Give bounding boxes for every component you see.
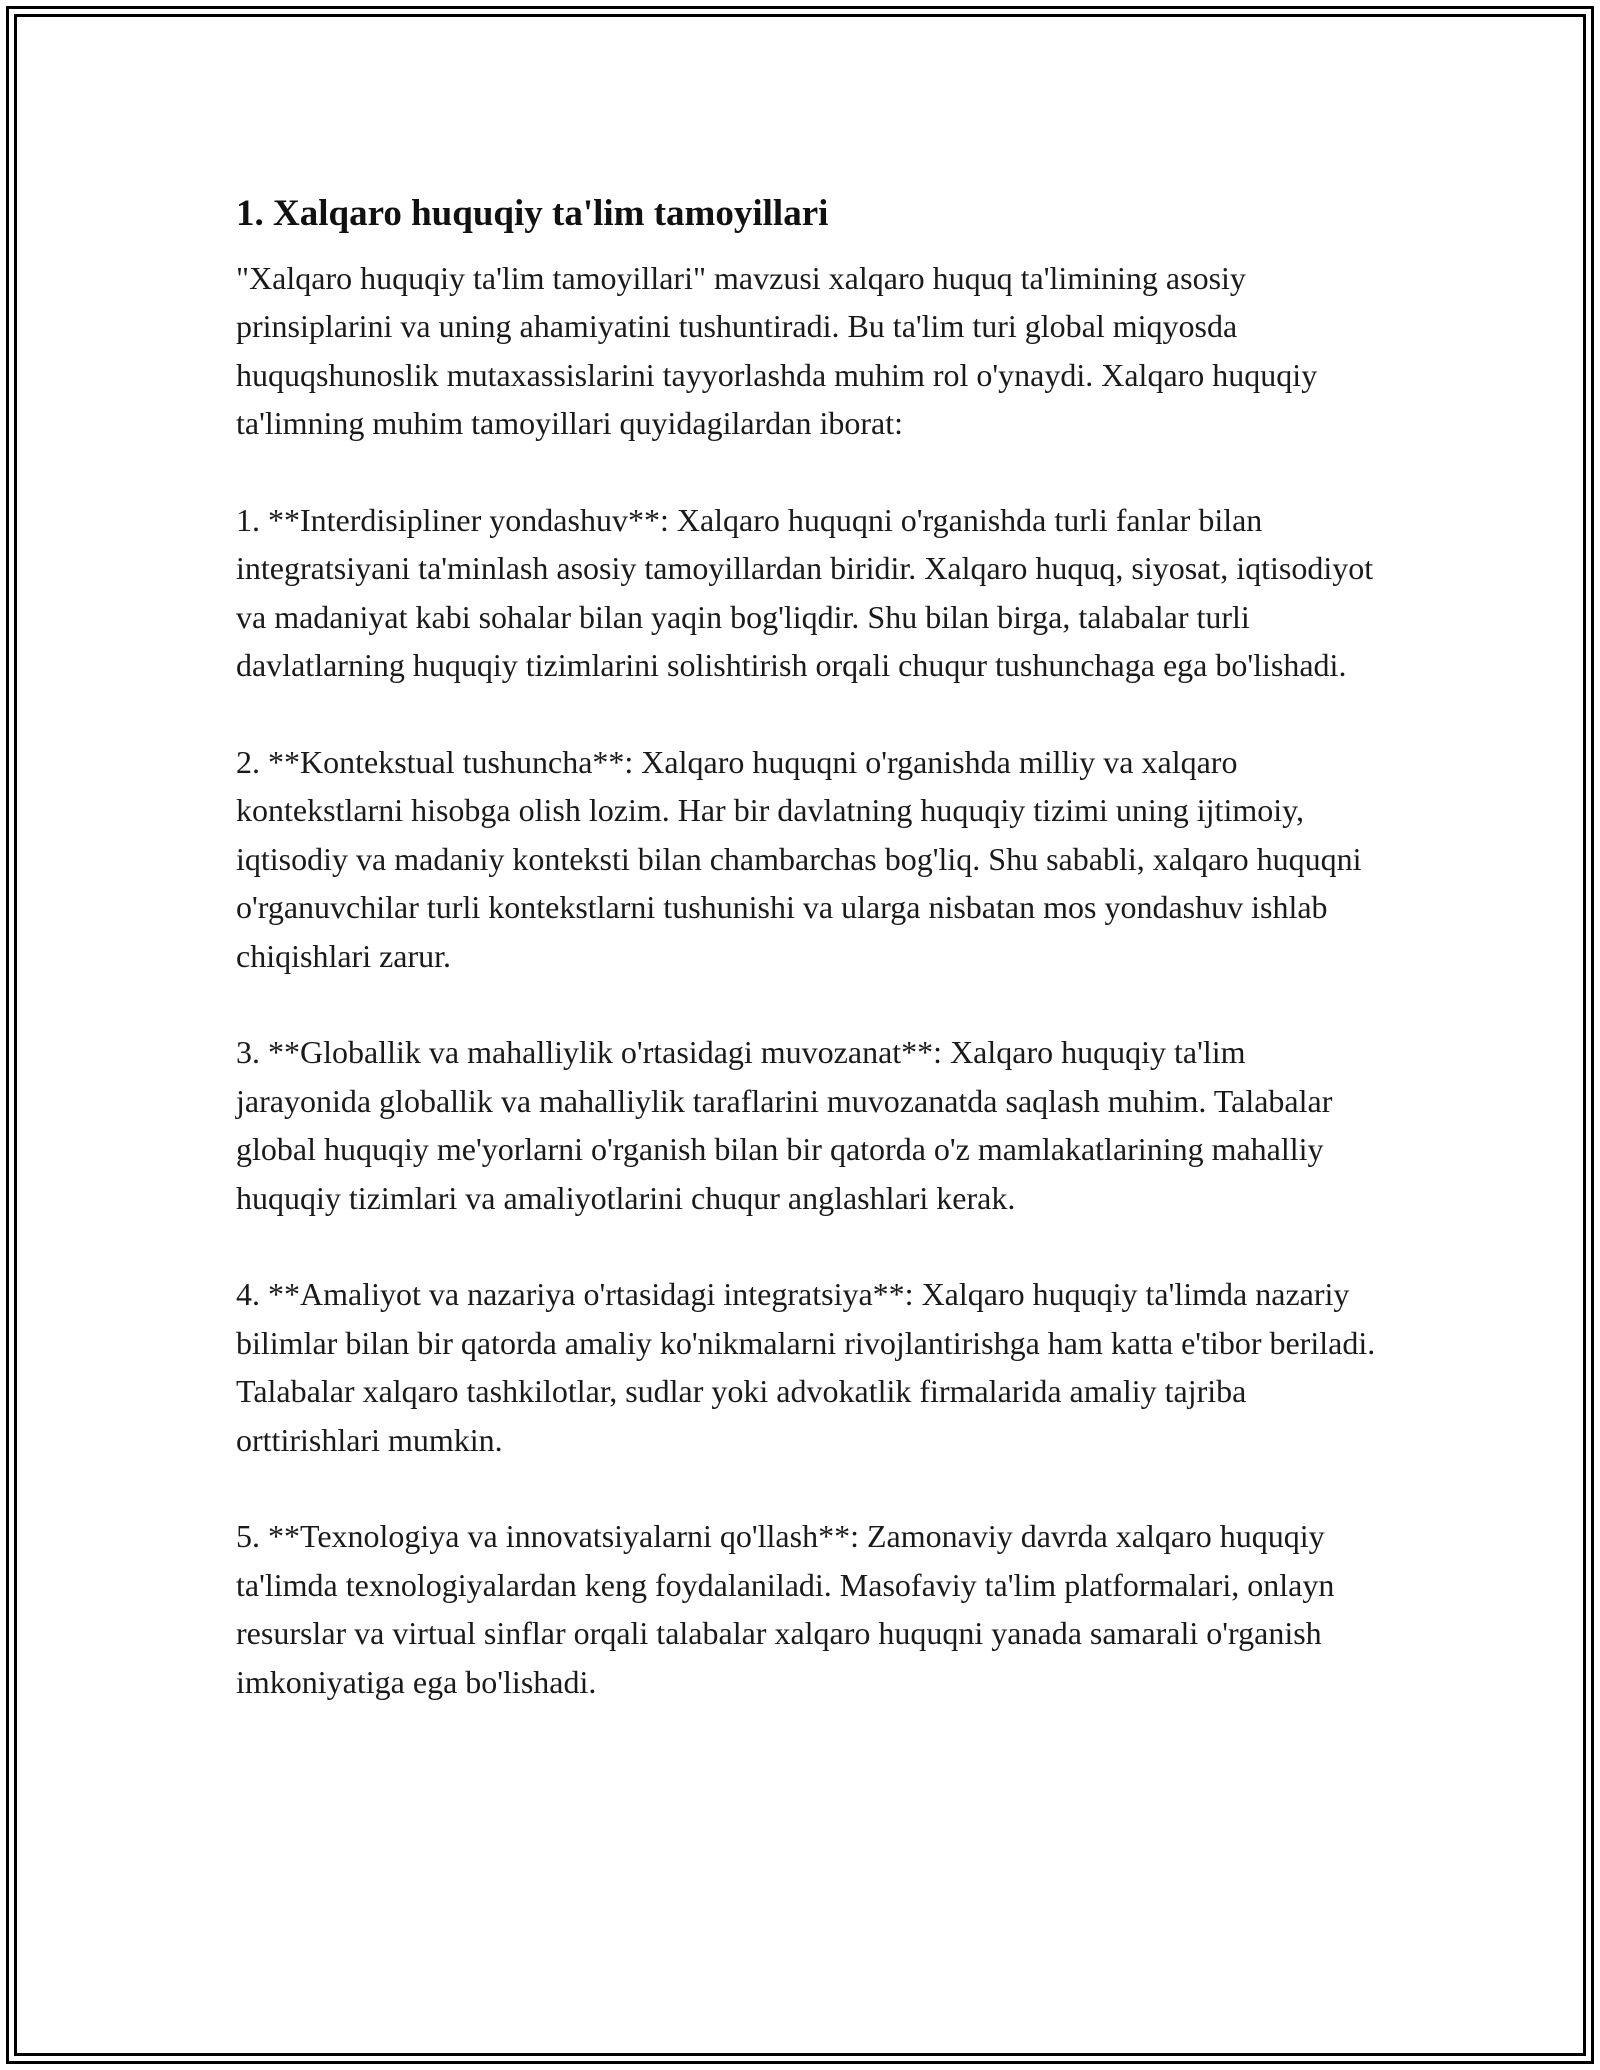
intro-paragraph: "Xalqaro huquqiy ta'lim tamoyillari" mavzusi xalqaro huquq ta'limining asosiy prinsiplarini va uning ahamiyatini tushuntiradi. Bu ta'lim turi global miqyosda huquqshunoslik mutaxassislarini tayyorlashda muhim rol o'ynaydi. Xalqaro huquqiy ta'limning muhim tamoyillari quyidagilardan iborat: bbox=[236, 260, 1318, 442]
principle-item-5: 5. **Texnologiya va innovatsiyalarni qo'llash**: Zamonaviy davrda xalqaro huquqiy ta'limda texnologiyalardan keng foydalaniladi. Masofaviy ta'lim platformalari, onlayn resurslar va virtual sinflar orqali talabalar xalqaro huquqni yanada samarali o'rganish imkoniyatiga ega bo'lishadi. bbox=[236, 1518, 1335, 1700]
principle-item-1: 1. **Interdisipliner yondashuv**: Xalqaro huquqni o'rganishda turli fanlar bilan integratsiyani ta'minlash asosiy tamoyillardan biridir. Xalqaro huquq, siyosat, iqtisodiyot va madaniyat kabi sohalar bilan yaqin bog'liqdir. Shu bilan birga, talabalar turli davlatlarning huquqiy tizimlarini solishtirish orqali chuqur tushunchaga ega bo'lishadi. bbox=[236, 502, 1374, 684]
principle-item-3: 3. **Globallik va mahalliylik o'rtasidagi muvozanat**: Xalqaro huquqiy ta'lim jarayonida globallik va mahalliylik taraflarini muvozanatda saqlash muhim. Talabalar global huquqiy me'yorlarni o'rganish bilan bir qatorda o'z mamlakatlarining mahalliy huquqiy tizimlari va amaliyotlarini chuqur anglashlari kerak. bbox=[236, 1034, 1333, 1216]
document-body bbox=[236, 184, 1376, 1706]
document-title: 1. Xalqaro huquqiy ta'lim tamoyillari bbox=[236, 193, 829, 234]
principle-item-4: 4. **Amaliyot va nazariya o'rtasidagi integratsiya**: Xalqaro huquqiy ta'limda nazariy bilimlar bilan bir qatorda amaliy ko'nikmalarni rivojlantirishga ham katta e'tibor beriladi. Talabalar xalqaro tashkilotlar, sudlar yoki advokatlik firmalarida amaliy tajriba orttirishlari mumkin. bbox=[236, 1276, 1376, 1458]
principle-item-2: 2. **Kontekstual tushuncha**: Xalqaro huquqni o'rganishda milliy va xalqaro kontekstlarni hisobga olish lozim. Har bir davlatning huquqiy tizimi uning ijtimoiy, iqtisodiy va madaniy konteksti bilan chambarchas bog'liq. Shu sababli, xalqaro huquqni o'rganuvchilar turli kontekstlarni tushunishi va ularga nisbatan mos yondashuv ishlab chiqishlari zarur. bbox=[236, 744, 1362, 974]
